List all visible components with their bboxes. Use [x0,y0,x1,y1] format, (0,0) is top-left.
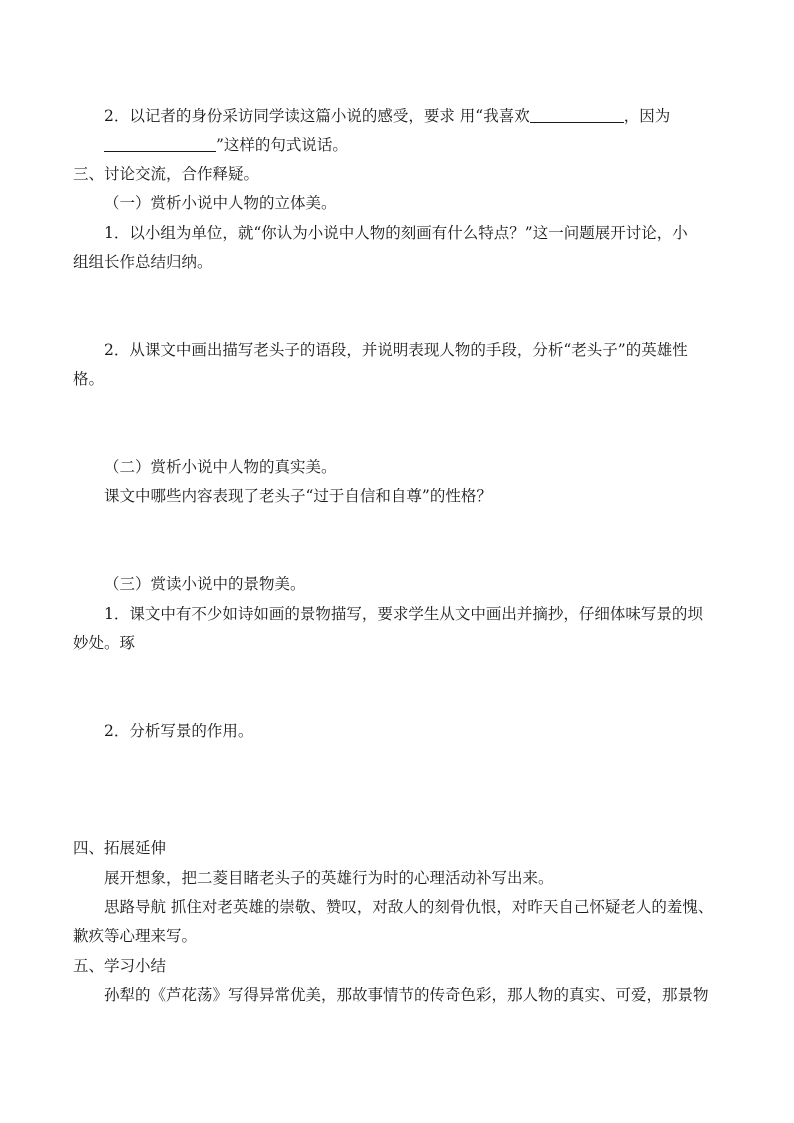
answer-blank-1[interactable] [530,106,624,123]
section-4-paragraph-2-line-1: 思路导航 抓住对老英雄的崇敬、赞叹，对敌人的刻骨仇恨，对昨天自己怀疑老人的羞愧、 [104,898,714,916]
answer-blank-2[interactable] [104,135,216,152]
subsection-3-title: （三）赏读小说中的景物美。 [104,575,306,593]
subsection-3-question-1-line-1: 1．课文中有不少如诗如画的景物描写，要求学生从文中画出并摘抄，仔细体味写景的坝 [104,605,703,623]
section-3-title: 三、讨论交流，合作释疑。 [73,165,260,183]
subsection-3-question-1-line-2: 妙处。琢 [73,634,136,652]
section-5-title: 五、学习小结 [73,957,167,975]
question-2-suffix: ”这样的句式说话。 [216,136,348,154]
subsection-1-question-2-line-2: 格。 [73,370,105,388]
subsection-3-question-2: 2．分析写景的作用。 [104,722,254,740]
question-2-prefix: 2．以记者的身份采访同学读这篇小说的感受，要求 用“我喜欢 [104,107,530,125]
question-2-line-2 [104,134,348,156]
subsection-1-question-1-line-1: 1．以小组为单位，就“你认为小说中人物的刻画有什么特点？”这一问题展开讨论，小 [104,224,688,242]
subsection-2-question: 课文中哪些内容表现了老头子“过于自信和自尊”的性格？ [104,487,492,505]
question-2-middle: ，因为 [623,107,671,125]
section-4-paragraph-1: 展开想象，把二菱目睹老头子的英雄行为时的心理活动补写出来。 [104,869,554,887]
question-2-line-1 [104,105,670,127]
subsection-1-title: （一）赏析小说中人物的立体美。 [104,194,337,212]
section-5-paragraph-1: 孙犁的《芦花荡》写得异常优美，那故事情节的传奇色彩，那人物的真实、可爱，那景物 [104,986,709,1004]
subsection-1-question-2-line-1: 2．从课文中画出描写老头子的语段，并说明表现人物的手段，分析“老头子”的英雄性 [104,341,688,359]
subsection-2-title: （二）赏析小说中人物的真实美。 [104,458,337,476]
subsection-1-question-1-line-2: 组组长作总结归纳。 [73,253,213,271]
section-4-paragraph-2-line-2: 歉疚等心理来写。 [73,927,198,945]
section-4-title: 四、拓展延伸 [73,839,167,857]
